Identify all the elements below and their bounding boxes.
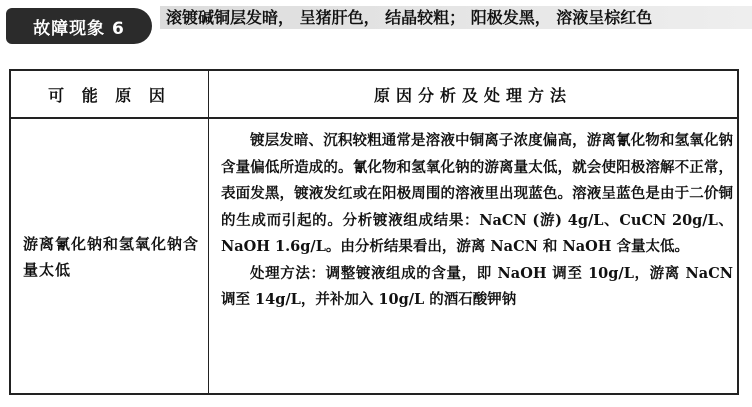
analysis-cell [221,128,733,314]
table-header-row [11,71,737,119]
column-header-cause: 可 能 原 因 [11,71,209,117]
fault-badge: 故障现象 6 [6,8,152,44]
cause-cell: 游离氰化钠和氢氧化钠含量太低 [23,235,200,279]
section-header [0,0,752,58]
fault-table [9,69,739,395]
column-header-analysis: 原因分析及处理方法 [373,85,572,105]
fault-title: 滚镀碱铜层发暗， 呈猪肝色， 结晶较粗； 阳极发黑， 溶液呈棕红色 [160,6,752,29]
treatment-paragraph: 处理方法：调整镀液组成的含量，即 NaOH 调至 10g/L，游离 NaCN 调至 14g/L，并补加入 10g/L 的酒石酸钾钠 [221,264,733,308]
column-divider [208,117,209,395]
analysis-paragraph: 镀层发暗、沉积较粗通常是溶液中铜离子浓度偏高，游离氰化物和氢氧化钠含量偏低所造成的。氰化物和氢氧化钠的游离量太低，就会使阳极溶解不正常，表面发黑，镀液发红或在阳极周围的溶液里出现蓝色。溶液呈蓝色是由于二价铜的生成而引起的。分析镀液组成结果：NaCN (游) 4g/L、CuCN 20g/L、NaOH 1.6g/L。由分析结果看出，游离 NaCN 和 NaOH 含量太低。 [221,132,733,255]
